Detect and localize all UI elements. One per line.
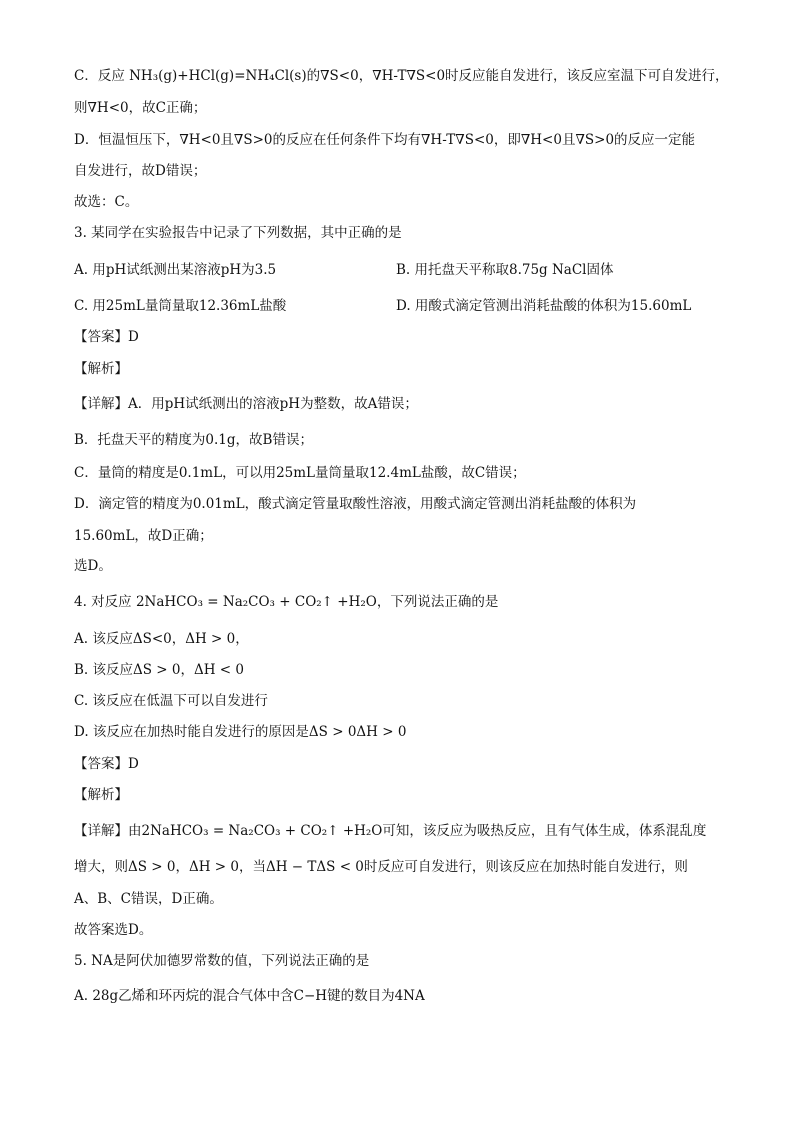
- q2-option-c-line1: C．反应 NH₃(g)+HCl(g)=NH₄Cl(s)的∇S<0，∇H-T∇S<0时反应能自发进行，该反应室温下可自发进行，: [74, 68, 729, 84]
- q3-option-a: A. 用pH试纸测出某溶液pH为3.5: [74, 262, 277, 278]
- q3-detail-d-line1: D．滴定管的精度为0.01mL，酸式滴定管量取酸性溶液，用酸式滴定管测出消耗盐酸的体积为: [74, 496, 637, 512]
- q4-stem: 4. 对反应 2NaHCO₃ = Na₂CO₃ + CO₂↑ +H₂O，下列说法正确的是: [74, 594, 499, 610]
- q3-option-c: C. 用25mL量筒量取12.36mL盐酸: [74, 298, 287, 314]
- q3-analysis-heading: 【解析】: [74, 361, 128, 377]
- q4-option-d: D. 该反应在加热时能自发进行的原因是ΔS > 0ΔH > 0: [74, 724, 407, 740]
- q3-detail-a: 【详解】A．用pH试纸测出的溶液pH为整数，故A错误；: [74, 396, 418, 412]
- q4-option-b: B. 该反应ΔS > 0，ΔH < 0: [74, 662, 244, 678]
- q4-analysis-heading: 【解析】: [74, 787, 128, 803]
- q5-option-a: A. 28g乙烯和环丙烷的混合气体中含C−H键的数目为4NA: [74, 988, 425, 1004]
- q2-option-d-line2: 自发进行，故D错误；: [74, 163, 207, 179]
- q3-answer: 【答案】D: [74, 329, 139, 345]
- q4-option-c: C. 该反应在低温下可以自发进行: [74, 693, 268, 709]
- q4-answer: 【答案】D: [74, 756, 139, 772]
- q2-choice: 故选：C。: [74, 194, 139, 210]
- q3-choice: 选D。: [74, 558, 112, 574]
- q3-option-b: B. 用托盘天平称取8.75g NaCl固体: [396, 262, 614, 278]
- q3-detail-d-line2: 15.60mL，故D正确；: [74, 528, 213, 544]
- q3-stem: 3. 某同学在实验报告中记录了下列数据，其中正确的是: [74, 225, 402, 241]
- q3-detail-c: C．量筒的精度是0.1mL，可以用25mL量筒量取12.4mL盐酸，故C错误；: [74, 465, 526, 481]
- q2-option-c-line2: 则∇H<0，故C正确；: [74, 100, 207, 116]
- q2-option-d-line1: D．恒温恒压下，∇H<0且∇S>0的反应在任何条件下均有∇H-T∇S<0，即∇H<0且∇S>0的反应一定能: [74, 132, 696, 148]
- q5-stem: 5. NA是阿伏加德罗常数的值，下列说法正确的是: [74, 953, 370, 969]
- q3-option-d: D. 用酸式滴定管测出消耗盐酸的体积为15.60mL: [396, 298, 692, 314]
- q4-choice: 故答案选D。: [74, 922, 153, 938]
- q4-option-a: A. 该反应ΔS<0，ΔH > 0，: [74, 631, 249, 647]
- q4-detail-line2: 增大，则ΔS > 0，ΔH > 0，当ΔH − TΔS < 0时反应可自发进行，则该反应在加热时能自发进行，则: [74, 859, 688, 875]
- q4-detail-line1: 【详解】由2NaHCO₃ = Na₂CO₃ + CO₂↑ +H₂O可知，该反应为吸热反应，且有气体生成，体系混乱度: [74, 823, 707, 839]
- q4-detail-line3: A、B、C错误，D正确。: [74, 891, 223, 907]
- q3-detail-b: B．托盘天平的精度为0.1g，故B错误；: [74, 432, 313, 448]
